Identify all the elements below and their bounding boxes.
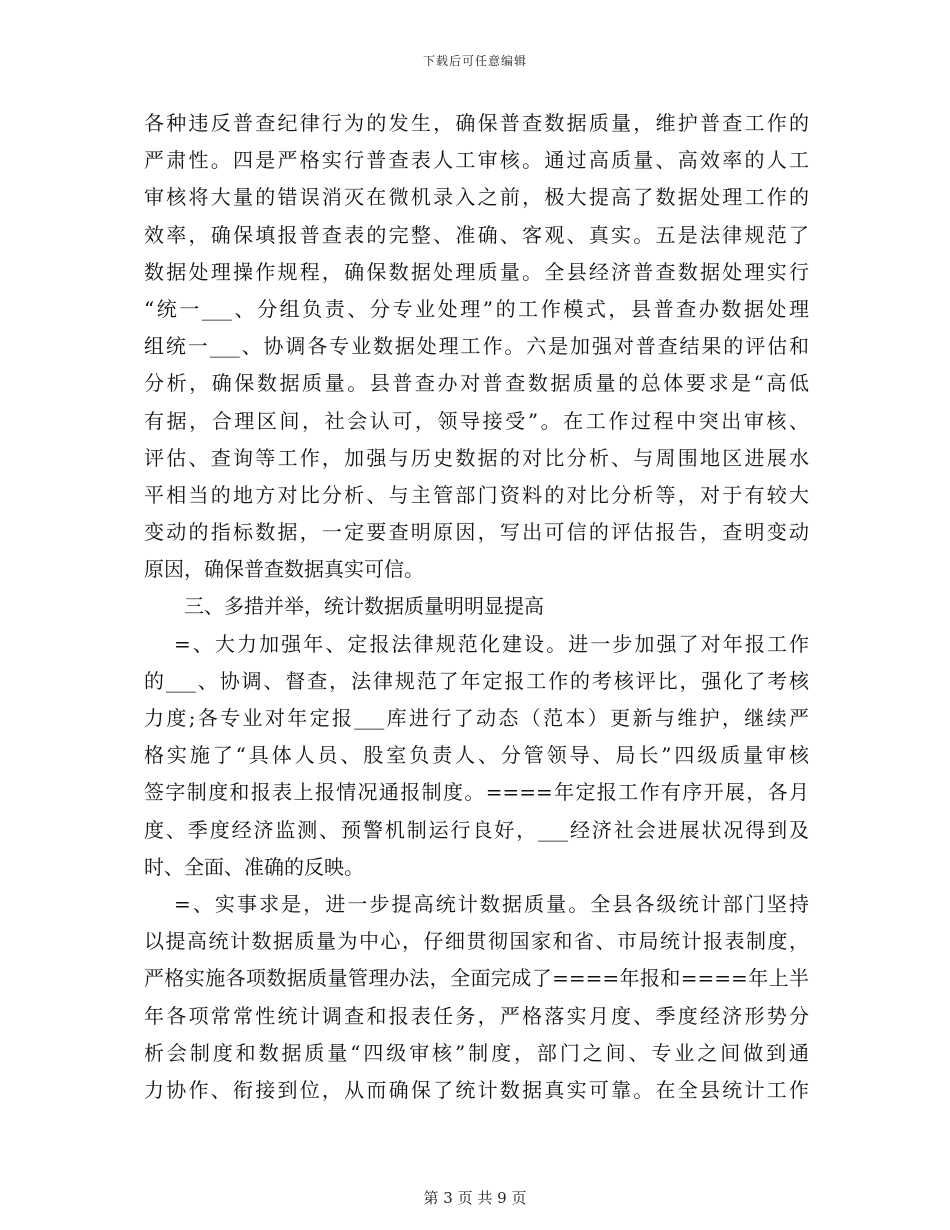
text-line: 度、季度经济监测、预警机制运行良好，___经济社会进展状况得到及 (144, 817, 809, 842)
text-line: 各种违反普查纪律行为的发生，确保普查数据质量，维护普查工作的 (144, 111, 809, 135)
text-line: 力度;各专业对年定报___库进行了动态（范本）更新与维护，继续严 (144, 706, 809, 730)
text-line: 的___、协调、督查，法律规范了年定报工作的考核评比，强化了考核 (144, 668, 809, 693)
text-line: “统一___、分组负责、分专业处理”的工作模式，县普查办数据处理 (144, 296, 809, 321)
text-line: 变动的指标数据，一定要查明原因，写出可信的评估报告，查明变动 (144, 520, 809, 545)
text-line: 平相当的地方对比分析、与主管部门资料的对比分析等，对于有较大 (144, 482, 809, 507)
text-line: 签字制度和报表上报情况通报制度。====年定报工作有序开展，各月 (144, 780, 809, 805)
text-line: 时、全面、准确的反映。 (144, 854, 364, 879)
text-line: 评估、查询等工作，加强与历史数据的对比分析、与周围地区进展水 (144, 445, 809, 470)
text-line: 效率，确保填报普查表的完整、准确、客观、真实。五是法律规范了 (144, 222, 809, 247)
page-header: 下载后可任意编辑 (422, 54, 527, 68)
text-line: 审核将大量的错误消灭在微机录入之前，极大提高了数据处理工作的 (144, 185, 809, 210)
text-line: 原因，确保普查数据真实可信。 (144, 557, 424, 582)
text-line: 析会制度和数据质量“四级审核”制度，部门之间、专业之间做到通 (144, 1040, 809, 1065)
text-line: 以提高统计数据质量为中心，仔细贯彻国家和省、市局统计报表制度， (144, 929, 809, 954)
page-number: 第 3 页 共 9 页 (423, 1189, 527, 1207)
text-line: 格实施了“具体人员、股室负责人、分管领导、局长”四级质量审核 (144, 743, 809, 768)
document-body (144, 105, 809, 1109)
text-line: 数据处理操作规程，确保数据处理质量。全县经济普查数据处理实行 (144, 259, 809, 284)
section-heading: 三、多措并举，统计数据质量明明显提高 (184, 594, 544, 619)
text-line: 组统一___、协调各专业数据处理工作。六是加强对普查结果的评估和 (144, 334, 809, 359)
text-line: 有据，合理区间，社会认可，领导接受”。在工作过程中突出审核、 (144, 408, 809, 433)
text-line: 年各项常常性统计调查和报表任务，严格落实月度、季度经济形势分 (144, 1003, 809, 1028)
text-line: 分析，确保数据质量。县普查办对普查数据质量的总体要求是“高低 (144, 371, 809, 396)
text-line: =、实事求是，进一步提高统计数据质量。全县各级统计部门坚持 (174, 891, 809, 916)
text-line: =、大力加强年、定报法律规范化建设。进一步加强了对年报工作 (174, 631, 809, 656)
text-line: 严肃性。四是严格实行普查表人工审核。通过高质量、高效率的人工 (144, 148, 809, 173)
text-line: 力协作、衔接到位，从而确保了统计数据真实可靠。在全县统计工作 (144, 1077, 809, 1102)
text-line: 严格实施各项数据质量管理办法，全面完成了====年报和====年上半 (144, 966, 809, 991)
